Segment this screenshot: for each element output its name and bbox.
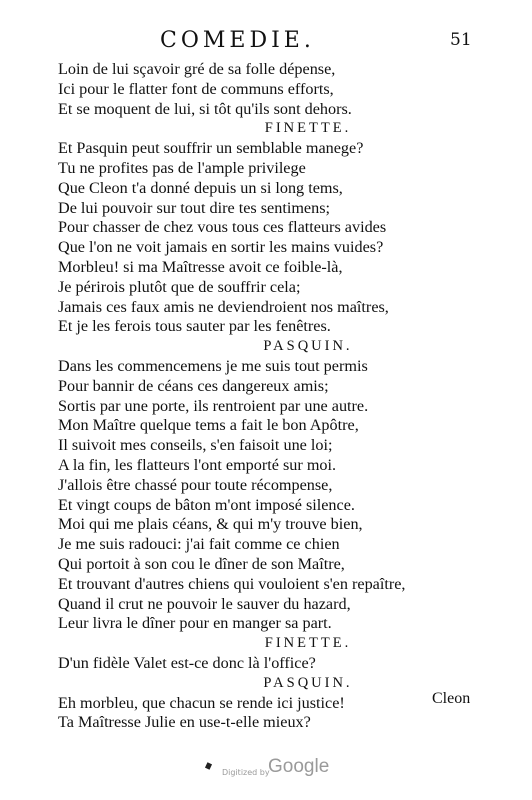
digitization-footer [0, 756, 532, 786]
running-title: COMEDIE. [160, 28, 315, 53]
verse-line: Pour chasser de chez vous tous ces flatteurs avides [58, 218, 387, 237]
verse-line: D'un fidèle Valet est-ce donc là l'office? [58, 653, 316, 672]
speaker-name: PASQUIN. [263, 674, 353, 691]
verse-line: Sortis par une porte, ils rentroient par une autre. [58, 396, 369, 415]
verse-line: Mon Maître quelque tems a fait le bon Apôtre, [58, 416, 359, 435]
catchword: Cleon [432, 690, 471, 707]
verse-line: Il suivoit mes conseils, s'en faisoit une loi; [58, 436, 333, 455]
verse-line: Et Pasquin peut souffrir un semblable manege? [58, 139, 364, 158]
speaker-name: PASQUIN. [263, 338, 353, 355]
verse-line: Morbleu! si ma Maîtresse avoit ce foible-là, [58, 257, 343, 276]
verse-line: Je périrois plutôt que de souffrir cela; [58, 277, 301, 296]
verse-line: Et se moquent de lui, si tôt qu'ils sont dehors. [58, 99, 352, 118]
verse-line: Moi qui me plais céans, & qui m'y trouve bien, [58, 515, 363, 534]
speaker-name: FINETTE. [264, 120, 352, 137]
verse-line: Eh morbleu, que chacun se rende ici justice! [58, 693, 345, 712]
verse-line: Je me suis radouci: j'ai fait comme ce chien [58, 535, 340, 554]
verse-line: Et trouvant d'autres chiens qui vouloient s'en repaître, [58, 574, 406, 593]
verse-line: Ici pour le flatter font de communs efforts, [58, 79, 334, 98]
verse-line: Pour bannir de céans ces dangereux amis; [58, 376, 329, 395]
speaker-name: FINETTE. [264, 635, 352, 652]
verse-line: De lui pouvoir sur tout dire tes sentimens; [58, 198, 331, 217]
verse-line: A la fin, les flatteurs l'ont emporté sur moi. [58, 455, 337, 474]
verse-line: Ta Maîtresse Julie en use-t-elle mieux? [58, 713, 311, 732]
verse-line: Jamais ces faux amis ne deviendroient nos maîtres, [58, 297, 389, 316]
verse-line: Et vingt coups de bâton m'ont imposé silence. [58, 495, 355, 514]
verse-line: Et je les ferois tous sauter par les fenêtres. [58, 317, 331, 336]
verse-line: Loin de lui sçavoir gré de sa folle dépense, [58, 60, 336, 78]
ink-mark-icon [205, 762, 212, 770]
verse-line: Leur livra le dîner pour en manger sa part. [58, 614, 332, 633]
verse-line: Tu ne profites pas de l'ample privilege [58, 158, 306, 177]
verse-line: Que Cleon t'a donné depuis un si long tems, [58, 178, 343, 197]
page-number: 51 [450, 30, 472, 50]
verse-line: Dans les commencemens je me suis tout permis [58, 356, 368, 375]
google-watermark: Google [268, 756, 330, 777]
verse-line: Que l'on ne voit jamais en sortir les mains vuides? [58, 238, 384, 257]
verse-line: Quand il crut ne pouvoir le sauver du hazard, [58, 594, 351, 613]
play-text [58, 60, 498, 733]
verse-line: Qui portoit à son cou le dîner de son Maître, [58, 554, 345, 573]
verse-line: J'allois être chassé pour toute récompense, [58, 475, 333, 494]
digitized-by-label: Digitized by [222, 768, 270, 777]
page-header [0, 28, 532, 58]
